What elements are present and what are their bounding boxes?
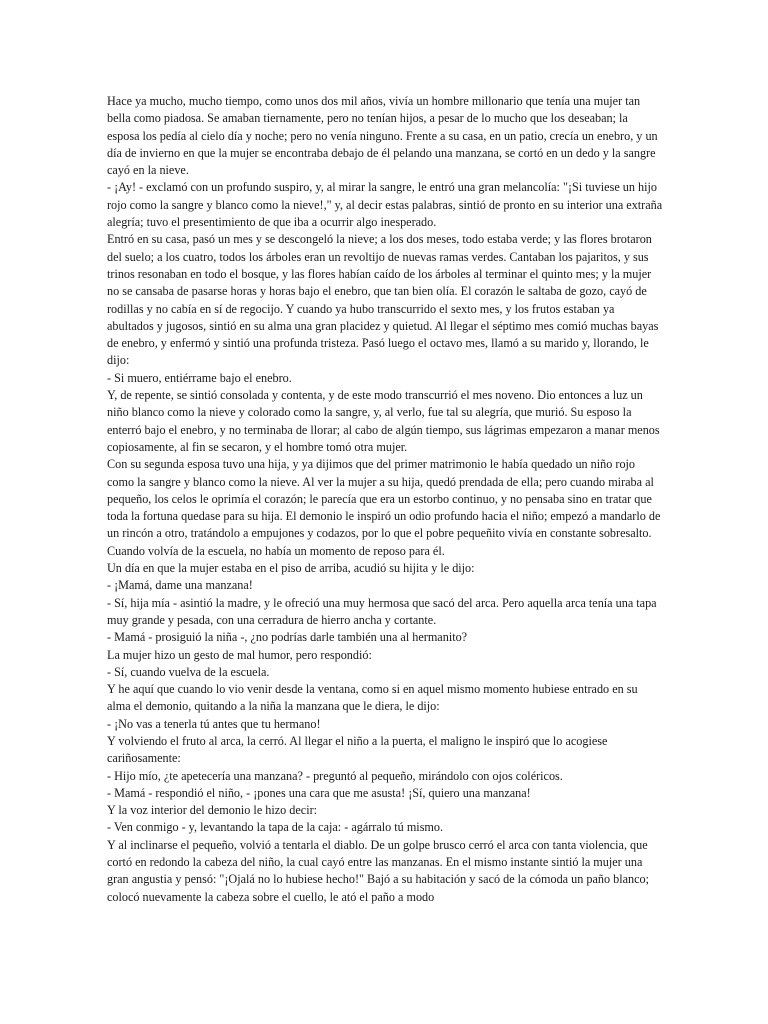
paragraph-16: - Hijo mío, ¿te apetecería una manzana? - preguntó al pequeño, mirándolo con ojos coléricos.: [107, 768, 563, 783]
paragraph-7: Un día en que la mujer estaba en el piso de arriba, acudió su hijita y le dijo:: [107, 561, 475, 576]
paragraph-14: - ¡No vas a tenerla tú antes que tu hermano!: [107, 716, 321, 731]
paragraph-2: - ¡Ay! - exclamó con un profundo suspiro, y, al mirar la sangre, le entró una gran melancolía: "¡Si tuviese un hijo rojo como la sangre y blanco como la nieve!," y, al decir estas palabras, sintió de pronto en su interior una extraña alegría; tuvo el presentimiento de que iba a ocurrir algo inesperado.: [107, 180, 663, 230]
paragraph-18: Y la voz interior del demonio le hizo decir:: [107, 803, 318, 818]
paragraph-6: Con su segunda esposa tuvo una hija, y ya dijimos que del primer matrimonio le había quedado un niño rojo como la sangre y blanco como la nieve. Al ver la mujer a su hija, quedó prendada de ella; pero cuando miraba al pequeño, los celos le oprimía el corazón; le parecía que era un estorbo continuo, y no pensaba sino en tratar que toda la fortuna quedase para su hija. El demonio le inspiró un odio profundo hacia el niño; empezó a mandarlo de un rincón a otro, tratándolo a empujones y codazos, por lo que el pobre pequeñito vivía en constante sobresalto. Cuando volvía de la escuela, no había un momento de reposo para él.: [107, 457, 661, 558]
paragraph-3: Entró en su casa, pasó un mes y se descongeló la nieve; a los dos meses, todo estaba verde; y las flores brotaron del suelo; a los cuatro, todos los árboles eran un revoltijo de nuevas ramas verdes. Cantaban los pajaritos, y sus trinos resonaban en todo el bosque, y las flores habían caído de los árboles al terminar el quinto mes; y la mujer no se cansaba de pasarse horas y horas bajo el enebro, que tan bien olía. El corazón le saltaba de gozo, cayó de rodillas y no cabía en sí de regocijo. Y cuando ya hubo transcurrido el sexto mes, y los frutos estaban ya abultados y jugosos, sintió en su alma una gran placidez y quietud. Al llegar el séptimo mes comió muchas bayas de enebro, y enfermó y sintió una profunda tristeza. Pasó luego el octavo mes, llamó a su marido y, llorando, le dijo:: [107, 232, 659, 368]
paragraph-5: Y, de repente, se sintió consolada y contenta, y de este modo transcurrió el mes noveno. Dio entonces a luz un niño blanco como la nieve y colorado como la sangre, y, al verlo, fue tal su alegría, que murió. Su esposo la enterró bajo el enebro, y no terminaba de llorar; al cabo de algún tiempo, sus lágrimas empezaron a manar menos copiosamente, al fin se secaron, y el hombre tomó otra mujer.: [107, 388, 660, 454]
paragraph-1: Hace ya mucho, mucho tiempo, como unos dos mil años, vivía un hombre millonario que tenía una mujer tan bella como piadosa. Se amaban tiernamente, pero no tenían hijos, a pesar de lo mucho que los deseaban; la esposa los pedía al cielo día y noche; pero no venía ninguno. Frente a su casa, en un patio, crecía un enebro, y un día de invierno en que la mujer se encontraba debajo de él pelando una manzana, se cortó en un dedo y la sangre cayó en la nieve.: [107, 94, 658, 178]
paragraph-4: - Si muero, entiérrame bajo el enebro.: [107, 370, 292, 385]
paragraph-19: - Ven conmigo - y, levantando la tapa de la caja: - agárralo tú mismo.: [107, 820, 444, 835]
paragraph-13: Y he aquí que cuando lo vio venir desde la ventana, como si en aquel mismo momento hubiese entrado en su alma el demonio, quitando a la niña la manzana que le diera, le dijo:: [107, 682, 638, 714]
paragraph-8: - ¡Mamá, dame una manzana!: [107, 578, 253, 593]
paragraph-12: - Sí, cuando vuelva de la escuela.: [107, 664, 270, 679]
paragraph-11: La mujer hizo un gesto de mal humor, pero respondió:: [107, 647, 372, 662]
document-page: [107, 93, 663, 906]
paragraph-17: - Mamá - respondió el niño, - ¡pones una cara que me asusta! ¡Sí, quiero una manzana!: [107, 785, 531, 800]
paragraph-10: - Mamá - prosiguió la niña -, ¿no podrías darle también una al hermanito?: [107, 630, 468, 645]
paragraph-9: - Sí, hija mía - asintió la madre, y le ofreció una muy hermosa que sacó del arca. Pero aquella arca tenía una tapa muy grande y pesada, con una cerradura de hierro ancha y cortante.: [107, 595, 657, 627]
paragraph-20: Y al inclinarse el pequeño, volvió a tentarla el diablo. De un golpe brusco cerró el arca con tanta violencia, que cortó en redondo la cabeza del niño, la cual cayó entre las manzanas. En el mismo instante sintió la mujer una gran angustia y pensó: "¡Ojalá no lo hubiese hecho!" Bajó a su habitación y sacó de la cómoda un paño blanco; colocó nuevamente la cabeza sobre el cuello, le ató el paño a modo: [107, 837, 649, 904]
paragraph-15: Y volviendo el fruto al arca, la cerró. Al llegar el niño a la puerta, el maligno le inspiró que lo acogiese cariñosamente:: [107, 733, 608, 766]
